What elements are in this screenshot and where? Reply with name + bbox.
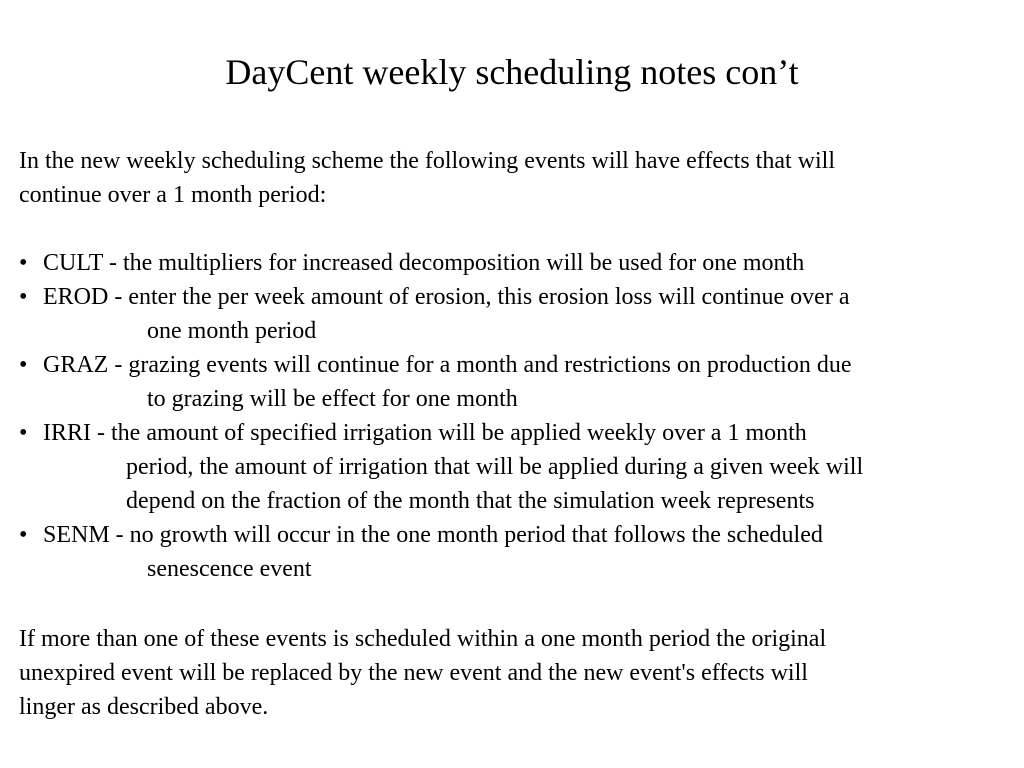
bullet-text: GRAZ - grazing events will continue for a month and restrictions on production due	[43, 352, 852, 378]
bullet-item-graz	[19, 348, 863, 416]
bullet-icon: •	[19, 250, 28, 276]
bullet-continuation: senescence event	[147, 556, 312, 582]
bullet-icon: •	[19, 522, 28, 548]
bullet-continuation: one month period	[147, 318, 317, 344]
bullet-continuation: depend on the fraction of the month that the simulation week represents	[126, 488, 815, 514]
closing-line: linger as described above.	[19, 694, 269, 720]
bullet-icon: •	[19, 284, 28, 310]
closing-paragraph	[19, 622, 826, 724]
bullet-item-cult	[19, 246, 863, 280]
bullet-icon: •	[19, 420, 28, 446]
intro-line: continue over a 1 month period:	[19, 182, 327, 208]
bullet-continuation: period, the amount of irrigation that will be applied during a given week will	[126, 454, 864, 480]
bullet-text: CULT - the multipliers for increased decomposition will be used for one month	[43, 250, 805, 276]
closing-line: unexpired event will be replaced by the new event and the new event's effects will	[19, 660, 808, 686]
event-bullet-list	[19, 246, 863, 586]
bullet-icon: •	[19, 352, 28, 378]
bullet-item-erod	[19, 280, 863, 348]
bullet-item-senm	[19, 518, 863, 586]
closing-line: If more than one of these events is scheduled within a one month period the original	[19, 626, 827, 652]
bullet-item-irri	[19, 416, 863, 518]
intro-paragraph	[19, 144, 835, 212]
slide-title: DayCent weekly scheduling notes con’t	[225, 52, 799, 92]
bullet-text: IRRI - the amount of specified irrigation will be applied weekly over a 1 month	[43, 420, 807, 446]
bullet-continuation: to grazing will be effect for one month	[147, 386, 518, 412]
bullet-text: EROD - enter the per week amount of erosion, this erosion loss will continue over a	[43, 284, 850, 310]
intro-line: In the new weekly scheduling scheme the following events will have effects that will	[19, 148, 835, 174]
bullet-text: SENM - no growth will occur in the one month period that follows the scheduled	[43, 522, 823, 548]
